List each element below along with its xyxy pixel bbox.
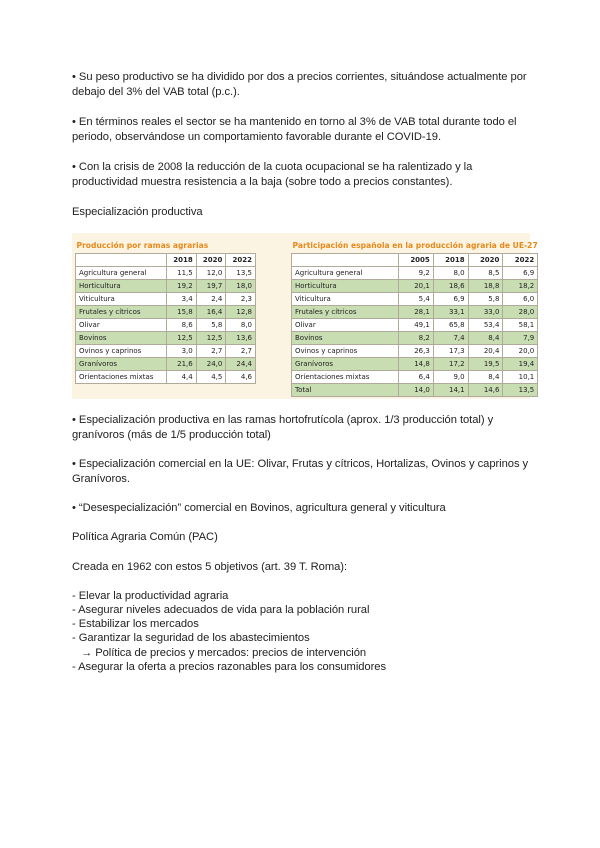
row-value: 8,0 (226, 319, 256, 332)
row-value: 11,5 (167, 267, 197, 280)
row-label: Ovinos y caprinos (76, 345, 167, 358)
row-label: Agricultura general (76, 267, 167, 280)
row-label: Orientaciones mixtas (292, 371, 399, 384)
row-label: Agricultura general (292, 267, 399, 280)
table-produccion-ramas (75, 239, 256, 384)
objective-item: - Asegurar niveles adecuados de vida para la población rural (72, 604, 370, 616)
row-value: 5,8 (196, 319, 226, 332)
table2-year: 2005 (398, 254, 433, 267)
bullet-terminos-reales: • En términos reales el sector se ha mantenido en torno al 3% de VAB total durante todo el periodo, observándose un comportamiento favorable durante el COVID-19. (72, 116, 517, 143)
heading-pac: Política Agraria Común (PAC) (72, 531, 218, 543)
row-label: Orientaciones mixtas (76, 371, 167, 384)
table-row (292, 345, 538, 358)
row-label: Bovinos (292, 332, 399, 345)
row-value: 28,0 (503, 306, 538, 319)
row-value: 8,5 (468, 267, 503, 280)
bullet-especializacion-comercial: • Especialización comercial en la UE: Olivar, Frutas y cítricos, Hortalizas, Ovinos y caprinos y Granívoros. (72, 458, 529, 485)
table2-title: Participación española en la producción agraria de UE-27 (292, 241, 538, 250)
row-value: 24,0 (196, 358, 226, 371)
row-value: 2,7 (226, 345, 256, 358)
row-value: 65,8 (433, 319, 468, 332)
row-value: 19,7 (196, 280, 226, 293)
row-value: 19,5 (468, 358, 503, 371)
row-value: 20,4 (468, 345, 503, 358)
row-value: 3,4 (167, 293, 197, 306)
row-value: 14,1 (433, 384, 468, 397)
row-value: 4,4 (167, 371, 197, 384)
row-value: 28,1 (398, 306, 433, 319)
row-value: 15,8 (167, 306, 197, 319)
table-row (292, 384, 538, 397)
row-value: 6,4 (398, 371, 433, 384)
row-value: 12,5 (167, 332, 197, 345)
objective-item: - Garantizar la seguridad de los abastecimientos (72, 632, 310, 644)
row-value: 4,5 (196, 371, 226, 384)
row-value: 14,0 (398, 384, 433, 397)
row-value: 49,1 (398, 319, 433, 332)
row-value: 9,2 (398, 267, 433, 280)
table2-year: 2022 (503, 254, 538, 267)
row-label: Horticultura (292, 280, 399, 293)
row-value: 58,1 (503, 319, 538, 332)
table-row (76, 358, 256, 371)
row-value: 17,3 (433, 345, 468, 358)
row-value: 5,8 (468, 293, 503, 306)
row-value: 7,4 (433, 332, 468, 345)
table1-title: Producción por ramas agrarias (76, 241, 209, 250)
row-value: 18,2 (503, 280, 538, 293)
row-label: Frutales y cítricos (76, 306, 167, 319)
row-value: 8,6 (167, 319, 197, 332)
table-row (292, 319, 538, 332)
table-row (292, 358, 538, 371)
row-value: 9,0 (433, 371, 468, 384)
row-value: 33,1 (433, 306, 468, 319)
row-value: 6,0 (503, 293, 538, 306)
row-label: Viticultura (292, 293, 399, 306)
table-row (292, 267, 538, 280)
row-label: Frutales y cítricos (292, 306, 399, 319)
objective-item: - Elevar la productividad agraria (72, 590, 229, 602)
row-label: Olivar (292, 319, 399, 332)
row-value: 33,0 (468, 306, 503, 319)
row-value: 12,8 (226, 306, 256, 319)
row-label: Ovinos y caprinos (292, 345, 399, 358)
table1-header-blank (76, 254, 167, 267)
table-row (292, 371, 538, 384)
objective-subitem: → Política de precios y mercados: precios de intervención (81, 647, 367, 659)
table-row (76, 293, 256, 306)
row-value: 3,0 (167, 345, 197, 358)
table2-header-blank (292, 254, 399, 267)
bullet-peso-productivo: • Su peso productivo se ha dividido por dos a precios corrientes, situándose actualmente por debajo del 3% del VAB total (p.c.). (72, 71, 527, 98)
row-value: 26,3 (398, 345, 433, 358)
table-row (76, 319, 256, 332)
row-value: 13,5 (503, 384, 538, 397)
pac-intro: Creada en 1962 con estos 5 objetivos (art. 39 T. Roma): (72, 561, 348, 573)
row-value: 19,2 (167, 280, 197, 293)
table1-year: 2020 (196, 254, 226, 267)
table-row (76, 306, 256, 319)
row-value: 18,0 (226, 280, 256, 293)
bullet-especializacion-productiva: • Especialización productiva en las ramas hortofrutícola (aprox. 1/3 producción total) y granívoros (más de 1/5 producción total) (72, 414, 494, 441)
tables-figure (72, 233, 538, 399)
row-value: 8,2 (398, 332, 433, 345)
row-value: 8,0 (433, 267, 468, 280)
row-value: 2,7 (196, 345, 226, 358)
table1-year: 2022 (226, 254, 256, 267)
table-row (292, 332, 538, 345)
row-value: 12,0 (196, 267, 226, 280)
row-value: 7,9 (503, 332, 538, 345)
row-value: 10,1 (503, 371, 538, 384)
table-row (76, 371, 256, 384)
row-value: 8,4 (468, 371, 503, 384)
table-row (292, 306, 538, 319)
row-value: 4,6 (226, 371, 256, 384)
row-value: 2,3 (226, 293, 256, 306)
table-row (76, 345, 256, 358)
table-row (292, 293, 538, 306)
row-label: Bovinos (76, 332, 167, 345)
row-value: 6,9 (433, 293, 468, 306)
table-row (76, 267, 256, 280)
row-label: Total (292, 384, 399, 397)
row-value: 12,5 (196, 332, 226, 345)
table1-year: 2018 (167, 254, 197, 267)
row-label: Viticultura (76, 293, 167, 306)
table-row (76, 280, 256, 293)
row-value: 20,1 (398, 280, 433, 293)
row-value: 14,6 (468, 384, 503, 397)
row-label: Olivar (76, 319, 167, 332)
row-value: 2,4 (196, 293, 226, 306)
row-label: Granívoros (76, 358, 167, 371)
row-value: 21,6 (167, 358, 197, 371)
bullet-crisis-2008: • Con la crisis de 2008 la reducción de la cuota ocupacional se ha ralentizado y la productividad muestra resistencia a la baja (sobre todo a precios constantes). (72, 161, 473, 188)
row-label: Horticultura (76, 280, 167, 293)
objective-item: - Asegurar la oferta a precios razonables para los consumidores (72, 661, 386, 673)
table-participacion-ue27 (291, 239, 538, 397)
row-value: 18,8 (468, 280, 503, 293)
row-value: 5,4 (398, 293, 433, 306)
row-value: 17,2 (433, 358, 468, 371)
row-value: 24,4 (226, 358, 256, 371)
row-value: 8,4 (468, 332, 503, 345)
row-value: 53,4 (468, 319, 503, 332)
row-value: 6,9 (503, 267, 538, 280)
row-label: Granívoros (292, 358, 399, 371)
table-row (292, 280, 538, 293)
bullet-desespecializacion: • “Desespecialización” comercial en Bovinos, agricultura general y viticultura (72, 502, 446, 514)
table2-year: 2018 (433, 254, 468, 267)
table-row (76, 332, 256, 345)
row-value: 14,8 (398, 358, 433, 371)
row-value: 13,5 (226, 267, 256, 280)
row-value: 20,0 (503, 345, 538, 358)
table2-year: 2020 (468, 254, 503, 267)
row-value: 18,6 (433, 280, 468, 293)
row-value: 16,4 (196, 306, 226, 319)
heading-especializacion: Especialización productiva (72, 206, 203, 218)
objective-item: - Estabilizar los mercados (72, 618, 199, 630)
row-value: 13,6 (226, 332, 256, 345)
row-value: 19,4 (503, 358, 538, 371)
